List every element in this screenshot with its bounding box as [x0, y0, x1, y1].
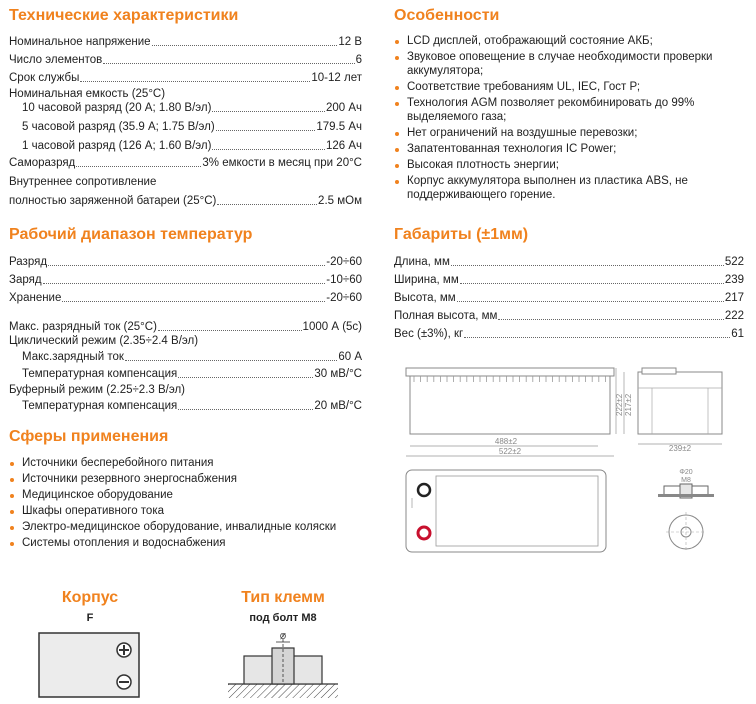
width-label: 239±2 [668, 444, 692, 453]
list-item: Источники бесперебойного питания [8, 456, 368, 470]
spec-row [9, 70, 362, 85]
features-list [393, 34, 723, 204]
leader-dots [451, 265, 724, 266]
spec-row [9, 175, 156, 189]
negative-post-icon [418, 484, 430, 496]
leader-dots [178, 377, 313, 378]
terminal-title: Тип клемм [241, 589, 325, 606]
leader-dots [125, 360, 337, 361]
spec-row [9, 334, 198, 348]
height-a-label: 222±2 [615, 393, 624, 416]
spec-row [394, 254, 744, 269]
spec-value: 239 [724, 274, 744, 286]
dims-title: Габариты (±1мм) [394, 226, 529, 243]
len-inner-label: 488±2 [494, 437, 518, 446]
spec-label: Номинальная емкость (25°C) [9, 88, 166, 100]
list-item: Электро-медицинское оборудование, инвалидные коляски [8, 520, 368, 534]
spec-value: 60 А [338, 351, 362, 363]
spec-row [394, 308, 744, 323]
spec-value: 20 мВ/°C [314, 400, 362, 412]
spec-label: 5 часовой разряд (35.9 А; 1.75 В/эл) [22, 121, 215, 133]
leader-dots [43, 283, 326, 284]
dimension-drawing [402, 358, 742, 568]
leader-dots [103, 63, 354, 64]
spec-label: Срок службы [9, 72, 80, 84]
temps-title: Рабочий диапазон температур [9, 226, 253, 243]
spec-row [394, 272, 744, 287]
spec-label: 10 часовой разряд (20 А; 1.80 В/эл) [22, 102, 212, 114]
spec-row [9, 87, 165, 101]
spec-row [9, 193, 362, 208]
spec-row [9, 290, 362, 305]
spec-value: 522 [724, 256, 744, 268]
list-item: Соответствие требованиям UL, IEC, Гост Р; [393, 80, 723, 94]
spec-row [394, 290, 744, 305]
spec-row [9, 52, 362, 67]
leader-dots [158, 330, 302, 331]
spec-label: Внутреннее сопротивление [9, 176, 157, 188]
spec-row [22, 119, 362, 134]
spec-label: Полная высота, мм [394, 310, 498, 322]
spec-value: 30 мВ/°C [314, 368, 362, 380]
leader-dots [62, 301, 325, 302]
spec-value: 6 [355, 54, 362, 66]
features-title: Особенности [394, 7, 500, 24]
spec-row [9, 272, 362, 287]
list-item: Шкафы оперативного тока [8, 504, 368, 518]
spec-row [22, 138, 362, 153]
spec-label: Ширина, мм [394, 274, 459, 286]
spec-row [9, 34, 362, 49]
list-item: Нет ограничений на воздушные перевозки; [393, 126, 723, 140]
spec-row [22, 366, 362, 381]
case-drawing [38, 632, 142, 700]
spec-row [394, 326, 744, 341]
negative-terminal-icon [117, 675, 131, 689]
height-b-label: 217±2 [624, 393, 633, 416]
leader-dots [48, 265, 325, 266]
spec-label: Высота, мм [394, 292, 456, 304]
terminal-detail [658, 469, 714, 552]
list-item: Корпус аккумулятора выполнен из пластика ABS, не поддерживающего горение. [393, 174, 723, 202]
leader-dots [464, 337, 730, 338]
leader-dots [152, 45, 338, 46]
leader-dots [178, 409, 313, 410]
spec-label: Макс. разрядный ток (25°C) [9, 321, 157, 333]
list-item: Системы отопления и водоснабжения [8, 536, 368, 550]
leader-dots [460, 283, 724, 284]
spec-label: Циклический режим (2.35÷2.4 В/эл) [9, 335, 199, 347]
spec-label: Число элементов [9, 54, 103, 66]
specs-title: Технические характеристики [9, 7, 239, 24]
leader-dots [76, 166, 201, 167]
spec-row [9, 319, 362, 334]
spec-label: 1 часовой разряд (126 А; 1.60 В/эл) [22, 140, 212, 152]
spec-value: 1000 А (5с) [302, 321, 362, 333]
spec-value: 200 Ач [325, 102, 362, 114]
spec-value: -20÷60 [326, 256, 362, 268]
list-item: Источники резервного энергоснабжения [8, 472, 368, 486]
spec-label: Буферный режим (2.25÷2.3 В/эл) [9, 384, 186, 396]
spec-label: Макс.зарядный ток [22, 351, 124, 363]
spec-value: 2.5 мОм [318, 195, 362, 207]
leader-dots [457, 301, 724, 302]
list-item: Технология AGM позволяет рекомбинировать до 99% выделяемого газа; [393, 96, 723, 124]
spec-label: Температурная компенсация [22, 400, 178, 412]
list-item: Запатентованная технология IC Power; [393, 142, 723, 156]
apps-title: Сферы применения [9, 428, 169, 445]
leader-dots [216, 130, 316, 131]
spec-label: Саморазряд [9, 157, 76, 169]
spec-value: 222 [724, 310, 744, 322]
spec-label: Заряд [9, 274, 42, 286]
list-item: Медицинское оборудование [8, 488, 368, 502]
top-view [406, 470, 606, 552]
front-view [406, 368, 614, 456]
leader-dots [212, 149, 325, 150]
list-item: Высокая плотность энергии; [393, 158, 723, 172]
positive-terminal-icon [117, 643, 131, 657]
spec-value: 12 В [338, 36, 362, 48]
spec-value: -20÷60 [326, 292, 362, 304]
spec-row [22, 349, 362, 364]
leader-dots [212, 111, 325, 112]
case-type: F [86, 612, 94, 624]
spec-label: Температурная компенсация [22, 368, 178, 380]
svg-text:Ø: Ø [279, 632, 287, 641]
list-item: Звуковое оповещение в случае необходимости проверки аккумулятора; [393, 50, 723, 78]
leader-dots [498, 319, 723, 320]
spec-value: -10÷60 [326, 274, 362, 286]
spec-label: Разряд [9, 256, 48, 268]
spec-value: 10-12 лет [311, 72, 362, 84]
len-outer-label: 522±2 [498, 447, 522, 456]
apps-list [8, 456, 368, 552]
terminal-drawing [228, 628, 338, 700]
spec-value: 61 [731, 328, 744, 340]
spec-label: Номинальное напряжение [9, 36, 151, 48]
spec-label: полностью заряженной батареи (25°C) [9, 195, 217, 207]
spec-label: Хранение [9, 292, 62, 304]
spec-value: 217 [724, 292, 744, 304]
spec-value: 3% емкости в месяц при 20°C [202, 157, 362, 169]
leader-dots [80, 81, 310, 82]
spec-value: 179.5 Ач [316, 121, 362, 133]
spec-row [9, 155, 362, 170]
terminal-w-label: Φ20 [679, 469, 693, 476]
spec-row [22, 398, 362, 413]
terminal-bolt-label: M8 [681, 477, 691, 484]
spec-row [9, 254, 362, 269]
spec-value: 126 Ач [325, 140, 362, 152]
spec-row [22, 100, 362, 115]
spec-label: Длина, мм [394, 256, 450, 268]
case-title: Корпус [61, 589, 119, 606]
side-view [615, 368, 722, 453]
terminal-type: под болт М8 [249, 612, 317, 624]
spec-label: Вес (±3%), кг [394, 328, 464, 340]
leader-dots [217, 204, 317, 205]
list-item: LCD дисплей, отображающий состояние АКБ; [393, 34, 723, 48]
spec-row [9, 383, 185, 397]
positive-post-icon [418, 527, 430, 539]
